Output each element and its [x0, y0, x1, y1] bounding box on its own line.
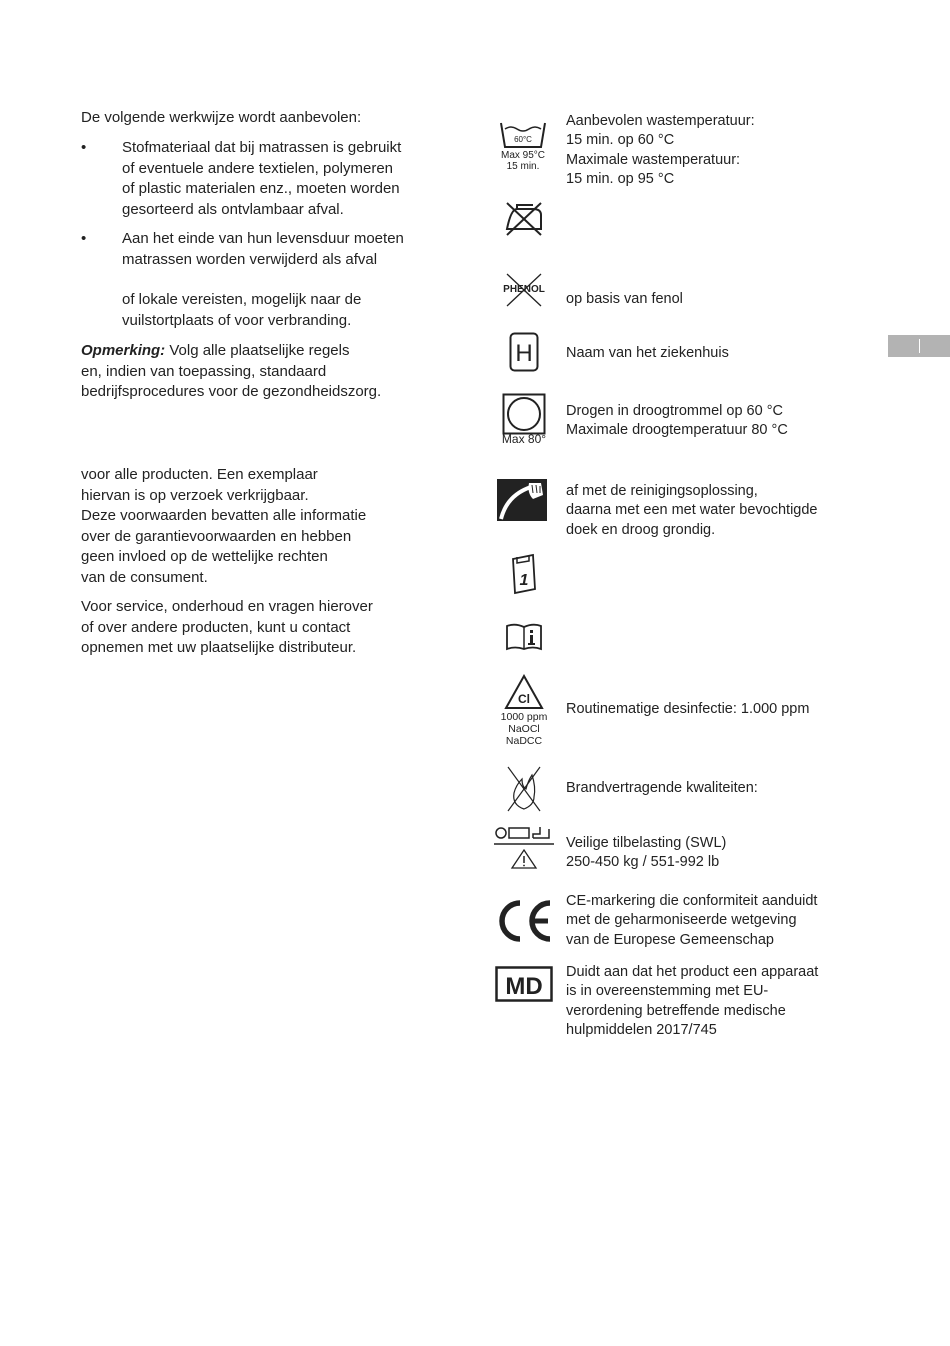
tumble-dry-sub: Max 80° — [501, 432, 547, 446]
chlorine-symbol: Cl — [518, 692, 530, 706]
phenol-text: op basis van fenol — [566, 291, 683, 307]
wash-text: Aanbevolen wastemperatuur: 15 min. op 60 °C Maximale wastemperatuur: 15 min. op 95 °C — [566, 113, 755, 187]
safe-working-load-icon — [494, 825, 554, 871]
section-tab — [888, 335, 950, 357]
hospital-text: Naam van het ziekenhuis — [566, 345, 729, 361]
bullet-text-2: Aan het einde van hun levensduur moeten matrassen worden verwijderd als afval — [122, 230, 404, 268]
ce-mark-icon — [494, 899, 556, 943]
note-label: Opmerking: — [81, 342, 166, 359]
phenol-label: PHENOL — [503, 284, 545, 295]
wipe-clean-icon — [497, 479, 547, 521]
medical-device-text: Duidt aan dat het product een apparaat is in overeenstemming met EU- verordening betreffende medische hulpmiddelen 2017/745 — [566, 964, 819, 1038]
no-iron-icon — [503, 201, 545, 237]
ce-mark-text: CE-markering die conformiteit aanduidt met de geharmoniseerde wetgeving van de Europese Gemeenschap — [566, 893, 818, 948]
intro-text: De volgende werkwijze wordt aanbevolen: — [81, 109, 362, 126]
hospital-h-letter: H — [515, 340, 533, 367]
tab-divider — [919, 339, 920, 353]
wash-sub: Max 95°C 15 min. — [500, 150, 545, 172]
md-letters: MD — [505, 973, 543, 1000]
medical-device-icon — [495, 966, 553, 1002]
note-text: Volg alle plaatselijke regels en, indien van toepassing, standaard bedrijfsprocedures voor de gezondheidszorg. — [81, 342, 382, 400]
instructions-icon — [505, 622, 543, 652]
hospital-h-icon — [509, 332, 539, 372]
chlorine-sub: 1000 ppm NaOCl NaDCC — [500, 711, 548, 747]
wipe-clean-text: af met de reinigingsoplossing, daarna met een met water bevochtigde doek en droog grondig. — [566, 483, 818, 538]
single-patient-digit: 1 — [519, 572, 529, 589]
flame-retardant-text: Brandvertragende kwaliteiten: — [566, 780, 758, 796]
bullet-text-2-continued: of lokale vereisten, mogelijk naar de vuilstortplaats of voor verbranding. — [122, 291, 362, 329]
tumble-dry-text: Drogen in droogtrommel op 60 °C Maximale droogtemperatuur 80 °C — [566, 403, 788, 439]
service-paragraph: Voor service, onderhoud en vragen hierover of over andere producten, kunt u contact opnemen met uw plaatselijke distributeur. — [81, 598, 373, 656]
bullet-marker: • — [81, 230, 87, 247]
chlorine-icon — [504, 674, 544, 710]
safe-working-load-text: Veilige tilbelasting (SWL) 250-450 kg / 551-992 lb — [566, 835, 727, 871]
flame-retardant-icon — [506, 765, 542, 813]
chlorine-text: Routinematige desinfectie: 1.000 ppm — [566, 701, 810, 717]
bullet-marker: • — [81, 139, 87, 156]
note-paragraph — [81, 341, 381, 403]
single-patient-icon — [507, 553, 541, 595]
tumble-dry-icon — [502, 393, 546, 435]
warranty-paragraph: voor alle producten. Een exemplaar hiervan is op verzoek verkrijgbaar. Deze voorwaarden bevatten alle informatie over de garantievoorwaarden en hebben geen invloed op de wettelijke rechten van de consument. — [81, 466, 367, 586]
bullet-text-1: Stofmateriaal dat bij matrassen is gebruikt of eventuele andere textielen, polymeren of plastic materialen enz., moeten worden gesorteerd als ontvlambaar afval. — [122, 139, 402, 218]
wash-label: 60°C — [514, 135, 532, 144]
